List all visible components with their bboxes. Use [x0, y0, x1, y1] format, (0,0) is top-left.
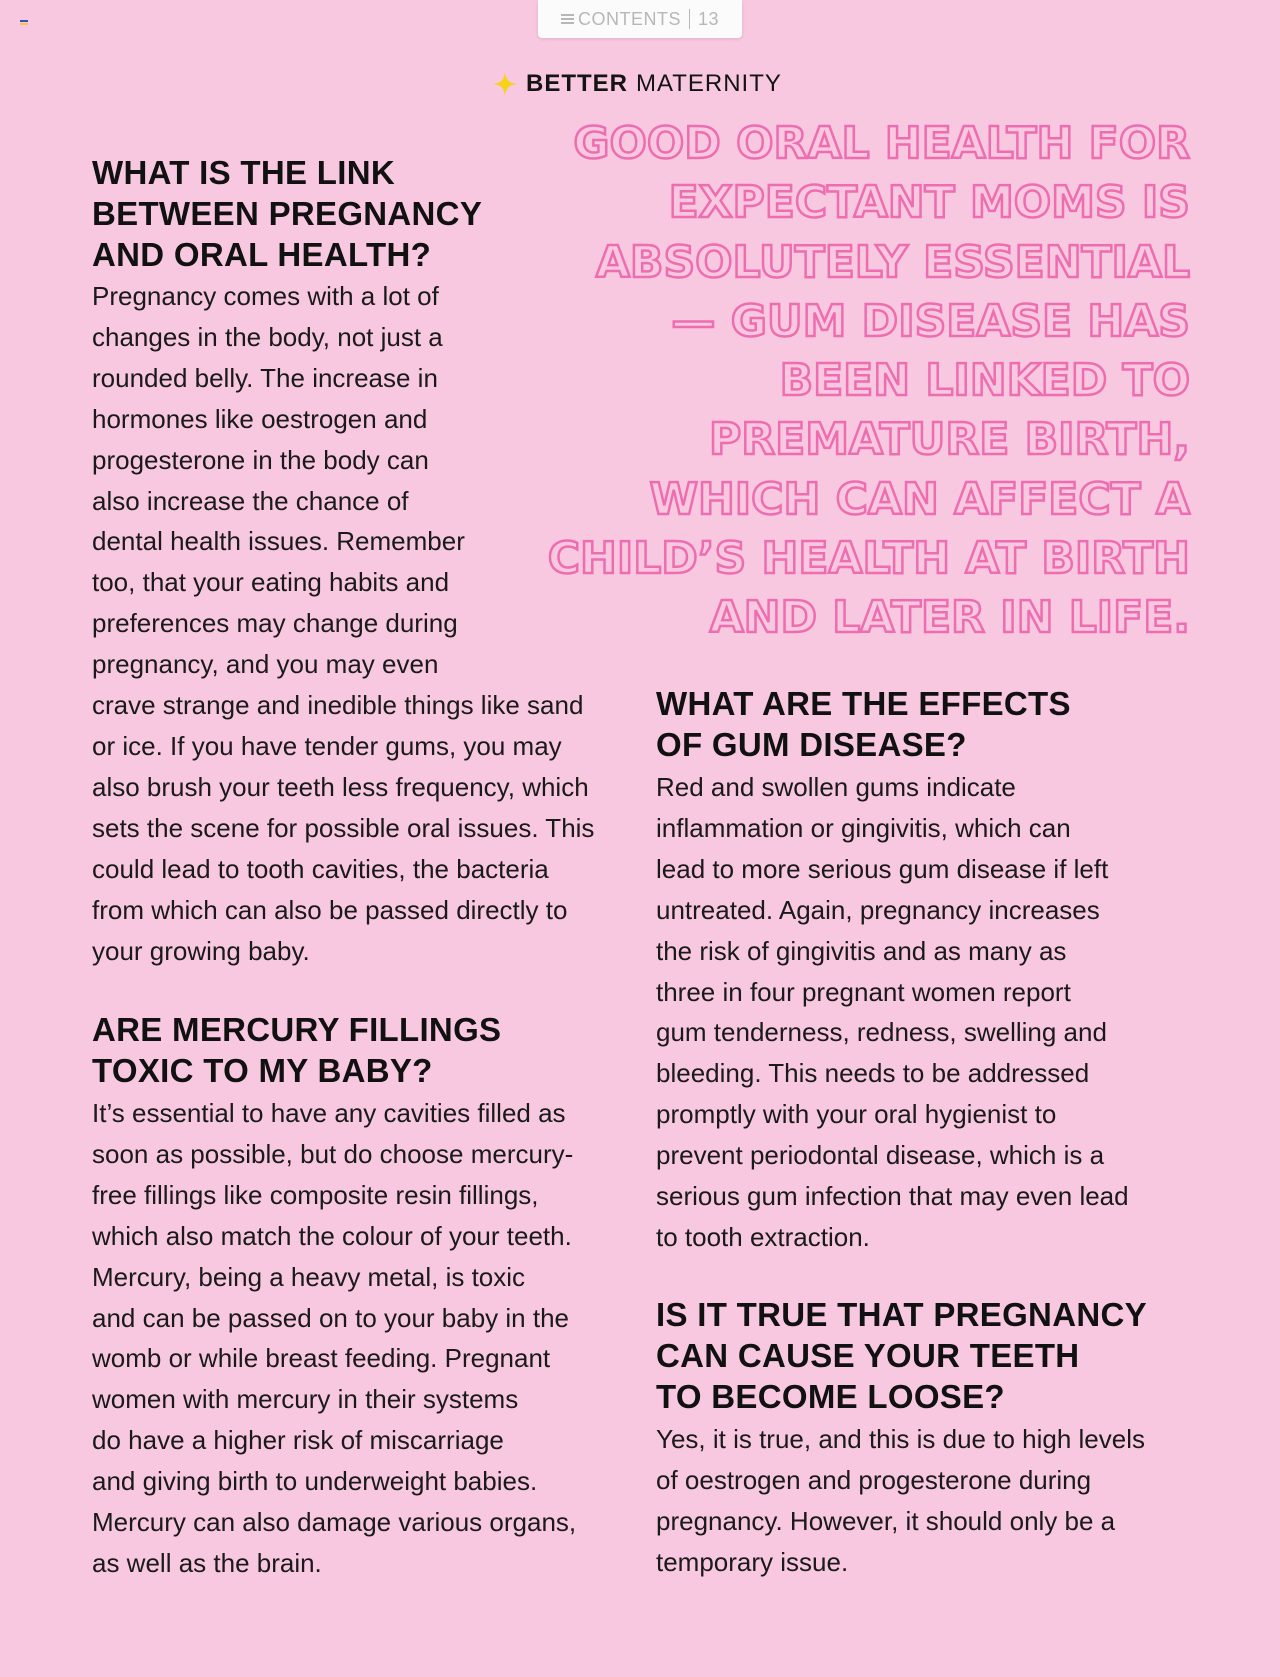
pull-quote-line: BEEN LINKED TO: [779, 355, 1190, 407]
pull-quote-line: PREMATURE BIRTH,: [709, 414, 1190, 466]
heading-link: WHAT IS THE LINK BETWEEN PREGNANCY AND ORAL HEALTH?: [92, 154, 483, 273]
contents-label: CONTENTS: [577, 8, 681, 29]
pull-quote-line: GOOD ORAL HEALTH FOR: [573, 118, 1190, 169]
pull-quote-line: AND LATER IN LIFE.: [709, 592, 1190, 644]
paragraph-loose-teeth: Yes, it is true, and this is due to high levels of oestrogen and progesterone during pregnancy. However, it should only be a temporary issue.: [656, 1424, 1145, 1577]
paragraph-link: Pregnancy comes with a lot of changes in the body, not just a rounded belly. The increase in hormones like oestrogen and progesterone in the body can also increase the chance of dental health issues. Remember too, that your eating habits and preferences may change during pregnancy, and you may even crave strange and inedible things like sand or ice. If you have tender gums, you may also brush your teeth less frequency, which sets the scene for possible oral issues. This could lead to tooth cavities, the bacteria from which can also be passed directly to your growing baby.: [92, 281, 595, 966]
pull-quote-line: — GUM DISEASE HAS: [671, 295, 1190, 347]
pull-quote-line: WHICH CAN AFFECT A: [649, 473, 1190, 525]
pull-quote: [500, 114, 1190, 648]
star-icon: [492, 71, 518, 97]
page-number: 13: [697, 8, 720, 29]
contents-tab[interactable]: [538, 0, 742, 38]
hamburger-icon: [561, 12, 574, 26]
heading-loose-teeth: IS IT TRUE THAT PREGNANCY CAN CAUSE YOUR TEETH TO BECOME LOOSE?: [656, 1296, 1147, 1415]
paragraph-gum-disease: Red and swollen gums indicate inflammation or gingivitis, which can lead to more serious gum disease if left untreated. Again, pregnancy increases the risk of gingivitis and as many as three in four pregnant women report gum tenderness, redness, swelling and bleeding. This needs to be addressed promptly with your oral hygienist to prevent periodontal disease, which is a serious gum infection that may even lead to tooth extraction.: [656, 772, 1129, 1252]
flag-icon: [20, 20, 28, 27]
pull-quote-line: EXPECTANT MOMS IS: [668, 177, 1190, 229]
section-label-regular: MATERNITY: [636, 70, 782, 97]
section-label-bold: BETTER: [526, 70, 628, 97]
pull-quote-line: CHILD’S HEALTH AT BIRTH: [547, 533, 1190, 585]
heading-gum-disease: WHAT ARE THE EFFECTS OF GUM DISEASE?: [656, 685, 1071, 763]
pull-quote-line: ABSOLUTELY ESSENTIAL: [595, 236, 1190, 288]
section-label: [492, 66, 782, 102]
heading-mercury: ARE MERCURY FILLINGS TOXIC TO MY BABY?: [92, 1011, 502, 1089]
divider: [689, 9, 690, 29]
paragraph-mercury: It’s essential to have any cavities filled as soon as possible, but do choose mercury- free fillings like composite resin fillings, which also match the colour of your teeth. Mercury, being a heavy metal, is toxic and can be passed on to your baby in the womb or while breast feeding. Pregnant women with mercury in their systems do have a higher risk of miscarriage and giving birth to underweight babies. Mercury can also damage various organs, as well as the brain.: [92, 1098, 577, 1578]
